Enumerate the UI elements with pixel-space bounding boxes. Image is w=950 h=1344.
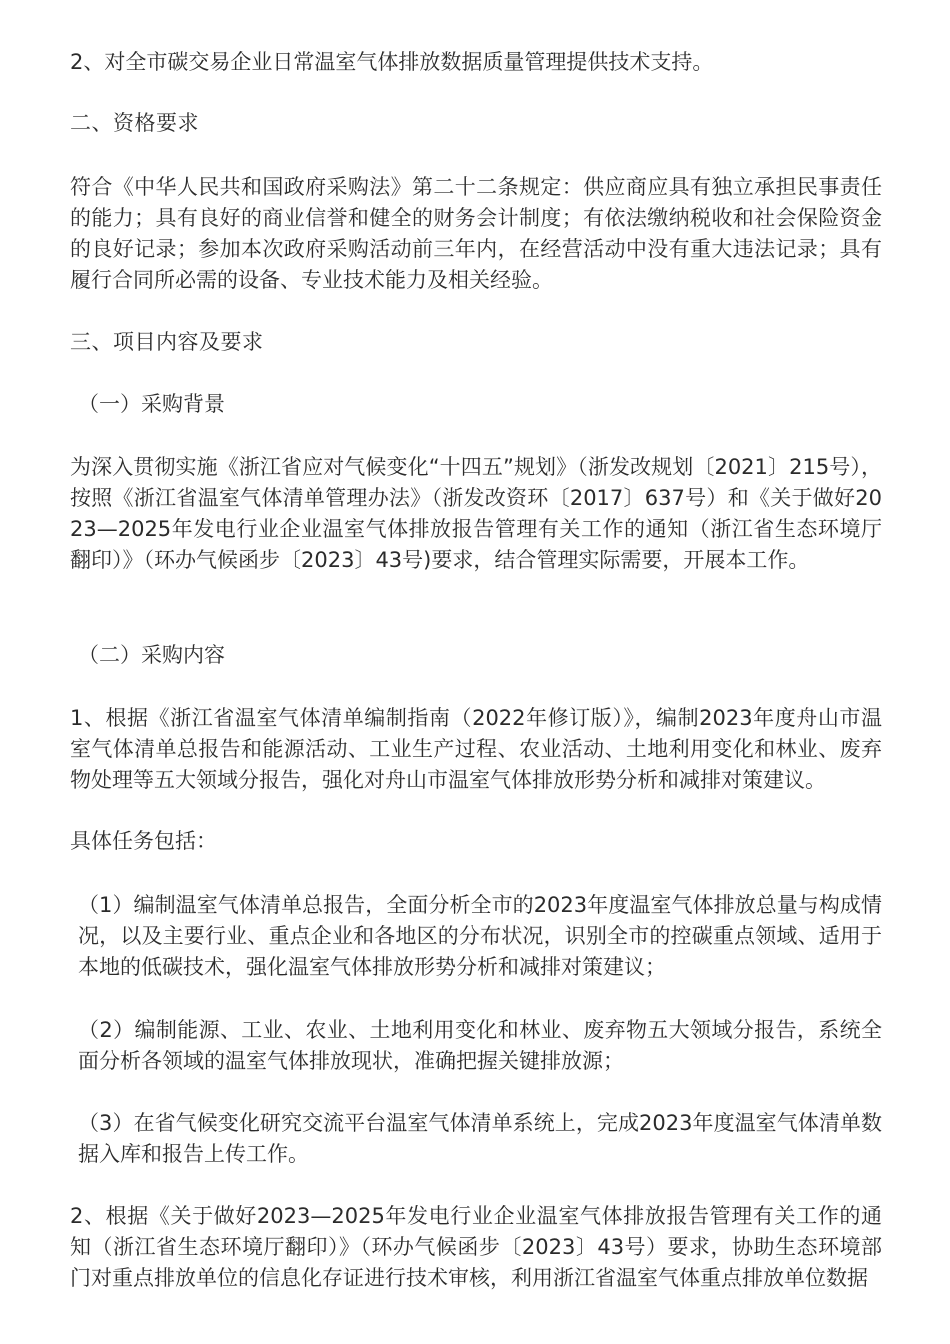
paragraph-data-quality-support: 2、对全市碳交易企业日常温室气体排放数据质量管理提供技术支持。 [70, 50, 714, 74]
section-heading-project-content: 三、项目内容及要求 [70, 330, 264, 354]
subsection-heading-background: （一）采购背景 [78, 392, 225, 416]
list-item-task-1: （1）编制温室气体清单总报告，全面分析全市的2023年度温室气体排放总量与构成情况，以及主要行业、重点企业和各地区的分布状况，识别全市的控碳重点领域、适用于本地的低碳技术，强化温室气体排放形势分析和减排对策建议； [78, 893, 882, 979]
paragraph-qualification-requirements: 符合《中华人民共和国政府采购法》第二十二条规定：供应商应具有独立承担民事责任的能力；具有良好的商业信誉和健全的财务会计制度；有依法缴纳税收和社会保险资金的良好记录；参加本次政府采购活动前三年内，在经营活动中没有重大违法记录；具有履行合同所必需的设备、专业技术能力及相关经验。 [70, 175, 882, 292]
paragraph-background: 为深入贯彻实施《浙江省应对气候变化“十四五”规划》（浙发改规划〔2021〕215号），按照《浙江省温室气体清单管理办法》（浙发改资环〔2017〕637号）和《关于做好2023—2025年发电行业企业温室气体排放报告管理有关工作的通知（浙江省生态环境厅翻印）》（环办气候函步〔2023〕43号)要求，结合管理实际需要，开展本工作。 [70, 455, 882, 572]
list-item-task-3: （3）在省气候变化研究交流平台温室气体清单系统上，完成2023年度温室气体清单数据入库和报告上传工作。 [78, 1111, 882, 1166]
paragraph-inventory-report: 1、根据《浙江省温室气体清单编制指南（2022年修订版）》，编制2023年度舟山市温室气体清单总报告和能源活动、工业生产过程、农业活动、土地利用变化和林业、废弃物处理等五大领域分报告，强化对舟山市温室气体排放形势分析和减排对策建议。 [70, 706, 882, 792]
list-item-task-2: （2）编制能源、工业、农业、土地利用变化和林业、废弃物五大领域分报告，系统全面分析各领域的温室气体排放现状，准确把握关键排放源； [78, 1018, 882, 1073]
paragraph-power-sector-audit: 2、根据《关于做好2023—2025年发电行业企业温室气体排放报告管理有关工作的通知（浙江省生态环境厅翻印）》（环办气候函步〔2023〕43号）要求，协助生态环境部门对重点排放单位的信息化存证进行技术审核，利用浙江省温室气体重点排放单位数据 [70, 1204, 882, 1290]
paragraph-tasks-intro: 具体任务包括： [70, 829, 217, 853]
section-heading-qualification: 二、资格要求 [70, 111, 199, 135]
subsection-heading-procurement-content: （二）采购内容 [78, 643, 225, 667]
